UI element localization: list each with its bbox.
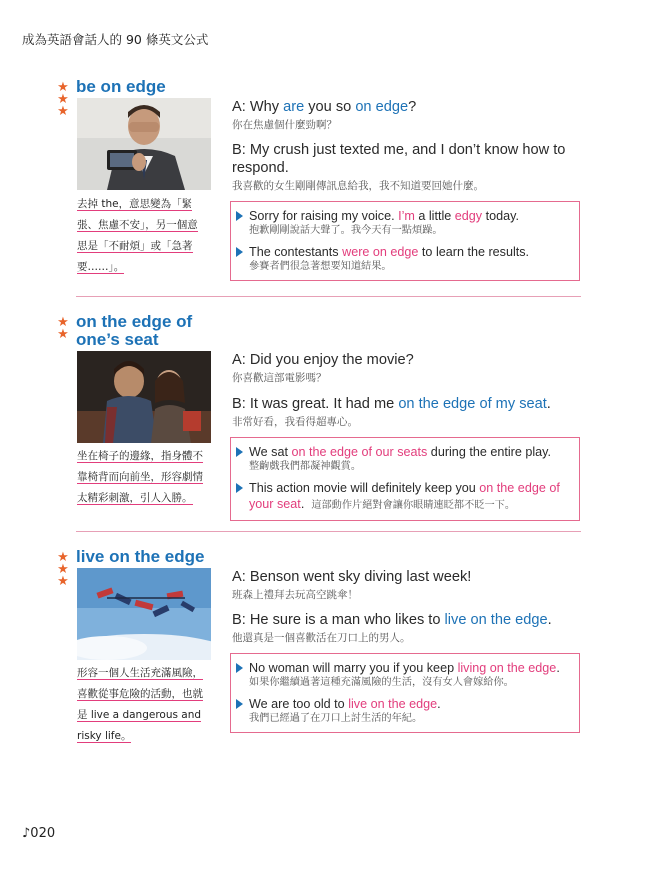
note-line: risky life。 [77,730,132,742]
translation: 我喜歡的女生剛剛傳訊息給我，我不知道要回她什麼。 [232,180,484,192]
phrase-title: live on the edge [76,547,205,566]
translation: 你在焦慮個什麼勁啊？ [232,119,337,131]
running-header: 成為英語會話人的 90 條英文公式 [22,32,209,47]
translation: 整齣戲我們都凝神觀賞。 [249,461,362,472]
star-icon: ★ [57,562,69,577]
music-note-icon: ♪ [22,826,31,841]
star-icon: ★ [57,104,69,119]
dialog-line-a: A: Did you enjoy the movie? 你喜歡這部電影嗎？ [232,351,592,386]
translation: 如果你繼續過著這種充滿風險的生活，沒有女人會嫁給你。 [249,677,514,688]
page-number: ♪020 [22,826,56,841]
star-icon: ★ [57,92,69,107]
photo-sky-divers [77,568,211,660]
note-line: 形容一個人生活充滿風險， [77,667,203,679]
example-item: No woman will marry you if you keep living on the edge. 如果你繼續過著這種充滿風險的生活，沒有女人會嫁給你。 [249,660,571,690]
note-line: 張、焦慮不安」，另一個意 [77,219,198,231]
star-icon: ★ [57,327,69,342]
triangle-bullet-icon [236,663,243,673]
example-item: This action movie will definitely keep you on the edge of your seat. 這部動作片絕對會讓你眼睛連眨都不眨一下。 [249,480,571,514]
star-icon: ★ [57,574,69,589]
photo-stressed-man [77,98,211,190]
phrase-title: on the edge of one’s seat [76,312,193,349]
translation: 他還真是一個喜歡活在刀口上的男人。 [232,632,411,644]
example-item: Sorry for raising my voice. I’m a little edgy today. 抱歉剛剛說話大聲了。我今天有一點煩躁。 [249,208,571,238]
dialog-line-b: B: It was great. It had me on the edge of my seat. 非常好看，我看得超專心。 [232,395,592,430]
difficulty-stars [57,552,69,588]
section-divider [76,531,581,532]
dialog-line-b: B: He sure is a man who likes to live on the edge. 他還真是一個喜歡活在刀口上的男人。 [232,611,592,646]
usage-note [77,446,213,509]
translation: 抱歉剛剛說話大聲了。我今天有一點煩躁。 [249,225,443,236]
note-line: 思是「不耐煩」或「急著 [77,240,193,252]
translation: 非常好看，我看得超專心。 [232,416,358,428]
section-divider [76,296,581,297]
example-box [230,653,580,733]
dialog-line-a: A: Benson went sky diving last week! 班森上禮拜去玩高空跳傘！ [232,568,592,603]
note-line: 要……」。 [77,261,125,273]
translation: 你喜歡這部電影嗎？ [232,372,327,384]
example-box [230,201,580,281]
translation: 班森上禮拜去玩高空跳傘！ [232,589,358,601]
triangle-bullet-icon [236,699,243,709]
note-line: 喜歡從事危險的活動，也就 [77,688,203,700]
star-icon: ★ [57,315,69,330]
dialog-line-a: A: Why are you so on edge? 你在焦慮個什麼勁啊？ [232,98,592,133]
translation: 這部動作片絕對會讓你眼睛連眨都不眨一下。 [311,500,516,511]
note-line: 是 live a dangerous and [77,709,202,721]
note-line: 去掉 the，意思變為「緊 [77,198,193,210]
difficulty-stars [57,82,69,118]
usage-note [77,663,213,747]
example-item: We sat on the edge of our seats during the entire play. 整齣戲我們都凝神觀賞。 [249,444,571,474]
triangle-bullet-icon [236,447,243,457]
difficulty-stars [57,317,69,341]
example-item: The contestants were on edge to learn the results. 參賽者們很急著想要知道結果。 [249,244,571,274]
note-line: 太精彩刺激，引人入勝。 [77,492,193,504]
dialog-line-b: B: My crush just texted me, and I don’t know how to respond. 我喜歡的女生剛剛傳訊息給我，我不知道要回她什麼。 [232,141,592,194]
example-item: We are too old to live on the edge. 我們已經過了在刀口上討生活的年紀。 [249,696,571,726]
phrase-title: be on edge [76,77,166,96]
translation: 參賽者們很急著想要知道結果。 [249,261,392,272]
star-icon: ★ [57,80,69,95]
note-line: 靠椅背而向前坐，形容劇情 [77,471,203,483]
triangle-bullet-icon [236,211,243,221]
note-line: 坐在椅子的邊緣，指身體不 [77,450,203,462]
star-icon: ★ [57,550,69,565]
triangle-bullet-icon [236,483,243,493]
photo-couple-watching-movie [77,351,211,443]
example-box [230,437,580,521]
usage-note [77,194,213,278]
translation: 我們已經過了在刀口上討生活的年紀。 [249,713,423,724]
triangle-bullet-icon [236,247,243,257]
